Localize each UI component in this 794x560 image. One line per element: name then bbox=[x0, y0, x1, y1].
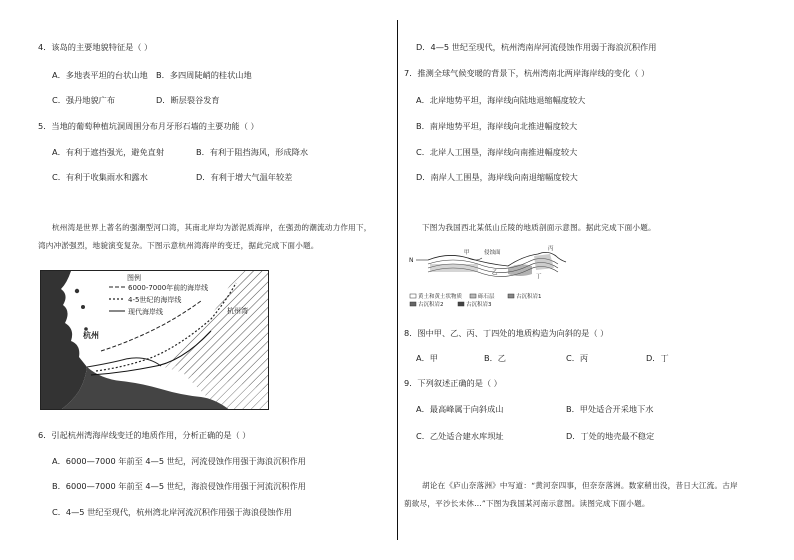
question-8-option-a[interactable]: A．甲 bbox=[416, 353, 438, 363]
column-divider bbox=[397, 20, 398, 540]
map-legend-1: 6000-7000年前的海岸线 bbox=[128, 284, 209, 292]
legend-rock-1: 古沉积岩1 bbox=[516, 294, 542, 300]
question-4-option-b[interactable]: B．多四周陡峭的桂状山地 bbox=[156, 70, 252, 80]
legend-rock-2: 古沉积岩2 bbox=[418, 302, 444, 308]
passage2-line-1: 胡论在《庐山奈落洲》中写道：“黄河奈四事，但奈奈落洲。数家稍出没，昔日大江流。古岸 bbox=[422, 481, 738, 490]
label-erosion-surface: 侵蚀面 bbox=[484, 250, 501, 256]
question-5-option-d[interactable]: D．有利于增大气温年较差 bbox=[196, 172, 293, 182]
question-4-stem: 4．该岛的主要地貌特征是（ ） bbox=[38, 42, 153, 52]
question-4-option-d[interactable]: D．断层裂谷发育 bbox=[156, 95, 220, 105]
map-bay-label: 杭州湾 bbox=[227, 307, 248, 315]
question-6-option-c[interactable]: C．4—5 世纪至现代，杭州湾北岸河流沉积作用强于海浪侵蚀作用 bbox=[52, 507, 292, 517]
question-7-option-b[interactable]: B．南岸地势平坦，海岸线向北推进幅度较大 bbox=[416, 121, 578, 131]
north-label: N bbox=[409, 257, 414, 264]
passage2-line-2: 莂欲尽，平沙长未休…”下图为我国某河南示意图。读图完成下面小题。 bbox=[404, 499, 650, 508]
map-city-label: 杭州 bbox=[83, 331, 99, 340]
legend-gravel: 砾石层 bbox=[478, 294, 495, 300]
hangzhou-bay-map bbox=[40, 270, 269, 410]
map-legend-title: 图例 bbox=[127, 274, 141, 282]
legend-rock-3: 古沉积岩3 bbox=[466, 302, 492, 308]
label-jia: 甲 bbox=[464, 250, 470, 256]
map-legend-3: 现代海岸线 bbox=[128, 308, 163, 316]
question-9-option-d[interactable]: D．丁处的地壳最不稳定 bbox=[566, 431, 655, 441]
map-legend-2: 4-5世纪的海岸线 bbox=[128, 296, 182, 304]
question-9-option-a[interactable]: A．最高峰属于向斜成山 bbox=[416, 404, 504, 414]
question-8-option-c[interactable]: C．丙 bbox=[566, 353, 589, 363]
question-6-option-d[interactable]: D．4—5 世纪至现代，杭州湾南岸河流侵蚀作用弱于海浪沉积作用 bbox=[416, 42, 657, 52]
question-6-option-a[interactable]: A．6000—7000 年前至 4—5 世纪，河流侵蚀作用强于海浪沉积作用 bbox=[52, 456, 306, 466]
question-7-option-d[interactable]: D．南岸人工围垦，海岸线向南退缩幅度较大 bbox=[416, 172, 578, 182]
question-8-option-b[interactable]: B．乙 bbox=[484, 353, 506, 363]
label-yi: 乙 bbox=[492, 270, 498, 276]
question-7-option-c[interactable]: C．北岸人工围垦，海岸线向南推进幅度较大 bbox=[416, 147, 578, 157]
question-5-option-b[interactable]: B．有利于阻挡海风，形成降水 bbox=[196, 147, 309, 157]
question-9-option-b[interactable]: B．甲处适合开采地下水 bbox=[566, 404, 654, 414]
question-4-option-a[interactable]: A．多地表平坦的台状山地 bbox=[52, 70, 148, 80]
question-8-stem: 8．图中甲、乙、丙、丁四处的地质构造为向斜的是（ ） bbox=[404, 328, 609, 338]
question-6-option-b[interactable]: B．6000—7000 年前至 4—5 世纪，海浪侵蚀作用强于河流沉积作用 bbox=[52, 481, 306, 491]
question-4-option-c[interactable]: C．强丹地貌广布 bbox=[52, 95, 116, 105]
question-5-option-a[interactable]: A．有利于遮挡强光，避免直射 bbox=[52, 147, 165, 157]
passage-intro-line-2: 湾内冲淤强烈，地貌演变复杂。下图示意杭州湾海岸的变迁，据此完成下面小题。 bbox=[38, 241, 319, 250]
question-9-option-c[interactable]: C．乙处适合建水库坝址 bbox=[416, 431, 504, 441]
question-7-stem: 7．推测全球气候变暖的背景下，杭州湾南北两岸海岸线的变化（ ） bbox=[404, 68, 650, 78]
passage-intro-line-1: 杭州湾是世界上著名的强潮型河口湾，其南北岸均为淤泥质海岸，在强劲的潮流动力作用下， bbox=[52, 223, 372, 232]
question-6-stem: 6．引起杭州湾海岸线变迁的地质作用，分析正确的是（ ） bbox=[38, 430, 251, 440]
geology-cross-section bbox=[408, 244, 594, 310]
question-5-stem: 5．当地的葡萄种植坑洞周围分布月牙形石墙的主要功能（ ） bbox=[38, 121, 259, 131]
legend-loess: 黄土和黄土状物质 bbox=[418, 294, 463, 300]
question-9-stem: 9．下列叙述正确的是（ ） bbox=[404, 378, 502, 388]
label-bing: 丙 bbox=[548, 246, 554, 252]
label-ding: 丁 bbox=[536, 274, 542, 280]
question-5-option-c[interactable]: C．有利于收集雨水和露水 bbox=[52, 172, 148, 182]
question-7-option-a[interactable]: A．北岸地势平坦，海岸线向陆地退缩幅度较大 bbox=[416, 95, 586, 105]
geology-intro: 下图为我国西北某低山丘陵的地质剖面示意图。据此完成下面小题。 bbox=[422, 223, 656, 232]
question-8-option-d[interactable]: D．丁 bbox=[646, 353, 669, 363]
